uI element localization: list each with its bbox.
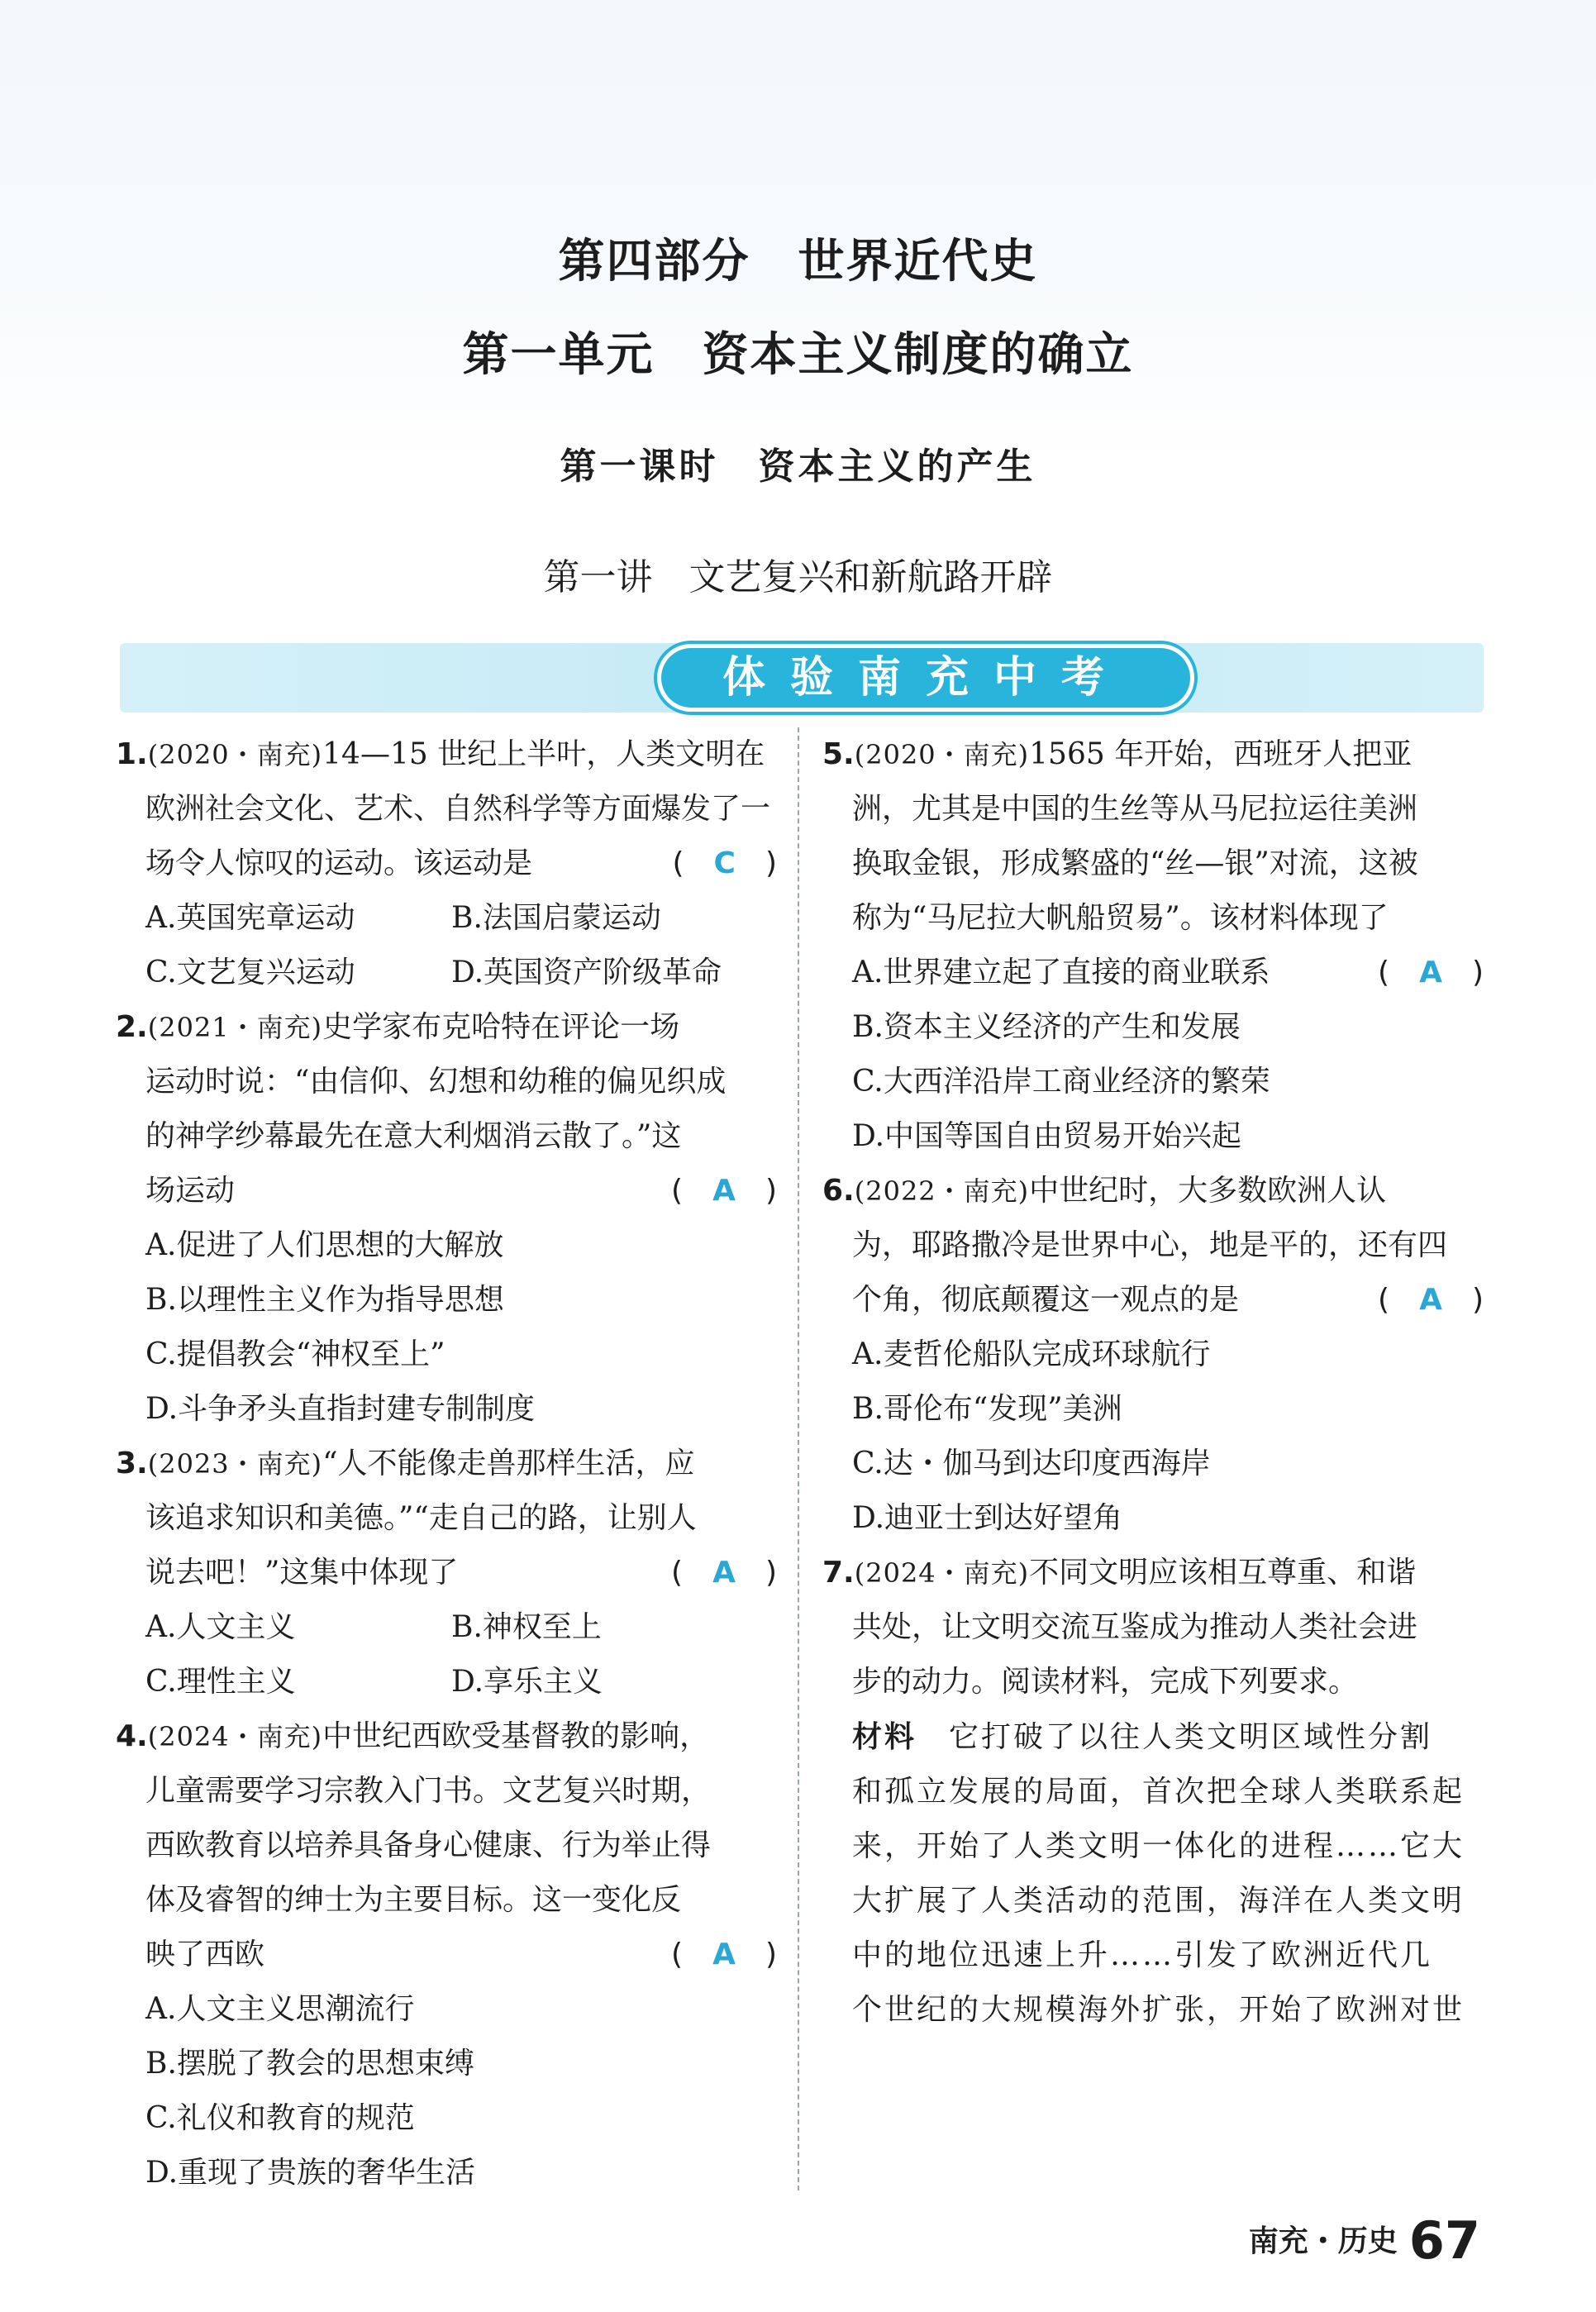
question-text-line [822,1218,1484,1273]
material-line [822,1983,1484,2038]
option-row [116,1600,777,1655]
question-text: 史学家布克哈特在评论一场 [322,1010,680,1044]
question-text: 称为“马尼拉大帆船贸易”。该材料体现了 [852,901,1389,935]
material-line [822,1819,1484,1874]
question-text-line [116,1000,777,1055]
right-column [822,727,1484,2038]
question-text: 洲，尤其是中国的生丝等从马尼拉运往美洲 [852,792,1418,826]
question-number: 1. [116,737,148,771]
option-row [116,891,777,946]
question-source: (2023・南充) [147,1448,323,1480]
answer-bracket: ( C ) [672,846,777,880]
page-footer [1248,2209,1480,2271]
question-text-line [822,1600,1484,1655]
lesson-title: 第一课时 资本主义的产生 [560,446,1036,488]
question-text: 欧洲社会文化、艺术、自然科学等方面爆发了一 [145,792,771,826]
question-source: (2024・南充) [147,1721,323,1752]
question-text-line [116,1437,777,1491]
question-text-line [116,1055,777,1109]
option: C.礼仪和教育的规范 [145,2101,415,2135]
question-text-line [116,1109,777,1164]
question-text: 个角，彻底颠覆这一观点的是 [852,1283,1240,1317]
material-line [822,1765,1484,1819]
question-text: 该追求知识和美德。”“走自己的路，让别人 [145,1501,697,1535]
answer-letter: A [712,1174,736,1208]
question [116,1709,777,2200]
answer-bracket: ( A ) [671,1938,777,1971]
question-text: 说去吧！”这集中体现了 [145,1556,459,1590]
question-source: (2022・南充) [854,1175,1030,1207]
question-text-line [822,727,1484,782]
option: B.法国启蒙运动 [451,901,661,935]
option: D.英国资产阶级革命 [451,956,722,989]
option: D.中国等国自由贸易开始兴起 [852,1119,1242,1153]
left-column [116,727,777,2200]
answer-letter: A [712,1556,736,1590]
page-number: 67 [1408,2210,1480,2271]
material-text: 中的地位迅速上升……引发了欧洲近代几 [852,1938,1433,1972]
option: D.享乐主义 [451,1665,603,1699]
question-text: 西欧教育以培养具备身心健康、行为举止得 [145,1828,712,1862]
question [116,727,777,1000]
material-label: 材料 [852,1719,917,1754]
question-text-line [116,1546,777,1600]
question-text: 14—15 世纪上半叶，人类文明在 [322,737,765,771]
option: D.迪亚士到达好望角 [852,1501,1123,1535]
question-text-line [822,1546,1484,1600]
material-text: 大扩展了人类活动的范围，海洋在人类文明 [852,1884,1465,1918]
section-banner-title: 体验南充中考 [661,648,1190,708]
question [116,1437,777,1709]
option-row [116,946,777,1000]
answer-letter: A [712,1938,736,1971]
question [116,1000,777,1437]
question-text: 映了西欧 [145,1938,265,1971]
answer-letter: A [1419,1283,1442,1317]
option: A.麦哲伦船队完成环球航行 [852,1337,1211,1371]
question-text-line [822,837,1484,891]
question-number: 7. [822,1556,855,1590]
question-text: 为，耶路撒冷是世界中心，地是平的，还有四 [852,1228,1448,1262]
material-line [822,1709,1484,1765]
question-text-line [116,1819,777,1873]
option: C.文艺复兴运动 [145,956,355,989]
option: C.达・伽马到达印度西海岸 [852,1447,1211,1480]
question [822,727,1484,1164]
option-row [116,1655,777,1709]
option: D.斗争矛头直指封建专制制度 [145,1392,536,1426]
column-divider [798,727,799,2190]
question-source: (2020・南充) [854,739,1030,770]
material-text: 和孤立发展的局面，首次把全球人类联系起 [852,1775,1465,1809]
question-text: 共处，让文明交流互鉴成为推动人类社会进 [852,1610,1418,1644]
question-text: 体及睿智的绅士为主要目标。这一变化反 [145,1883,682,1917]
answer-letter: C [713,846,736,880]
answer-letter: A [1419,956,1442,989]
option: B.哥伦布“发现”美洲 [852,1392,1122,1426]
material-text: 个世纪的大规模海外扩张，开始了欧洲对世 [852,1993,1465,2027]
lecture-title: 第一讲 文艺复兴和新航路开辟 [543,556,1053,598]
question-text-line [822,1273,1484,1328]
option: C.理性主义 [145,1665,296,1699]
question-number: 4. [116,1719,148,1753]
question-text-line [116,1164,777,1218]
question-number: 3. [116,1447,148,1480]
question-text-line [116,1873,777,1928]
question-text: 的神学纱幕最先在意大利烟消云散了。”这 [145,1119,682,1153]
option: B.神权至上 [451,1610,602,1644]
option: C.提倡教会“神权至上” [145,1337,445,1371]
question-text-line [116,837,777,891]
answer-bracket: ( A ) [1378,956,1484,989]
material-line [822,1928,1484,1983]
option: B.以理性主义作为指导思想 [145,1283,504,1317]
question [822,1546,1484,2038]
option: A.促进了人们思想的大解放 [145,1228,504,1262]
material-text: 来，开始了人类文明一体化的进程……它大 [852,1829,1465,1863]
question-text: 场运动 [145,1174,236,1208]
question-text: 中世纪时，大多数欧洲人认 [1029,1174,1387,1208]
question-text-line [116,727,777,782]
option: A.世界建立起了直接的商业联系 [852,956,1270,989]
unit-title: 第一单元 资本主义制度的确立 [462,327,1134,382]
option: C.大西洋沿岸工商业经济的繁荣 [852,1065,1270,1099]
option: A.人文主义思潮流行 [145,1992,415,2026]
question-text: 儿童需要学习宗教入门书。文艺复兴时期， [145,1774,712,1808]
question-number: 2. [116,1010,148,1044]
question-text: 1565 年开始，西班牙人把亚 [1029,737,1413,771]
question-text: 步的动力。阅读材料，完成下列要求。 [852,1665,1359,1699]
question-text: 运动时说：“由信仰、幻想和幼稚的偏见织成 [145,1065,727,1099]
answer-bracket: ( A ) [671,1174,777,1208]
question-text-line [116,1709,777,1764]
question-number: 5. [822,737,855,771]
option: A.人文主义 [145,1610,296,1644]
question-text-line [822,1164,1484,1218]
footer-label: 南充・历史 [1248,2224,1398,2258]
question-text-line [116,1928,777,1982]
answer-bracket: ( A ) [671,1556,777,1590]
answer-bracket: ( A ) [1378,1283,1484,1317]
part-title: 第四部分 世界近代史 [558,234,1038,288]
option: B.摆脱了教会的思想束缚 [145,2047,474,2081]
option: A.英国宪章运动 [145,901,355,935]
question-text: 不同文明应该相互尊重、和谐 [1029,1556,1417,1590]
question-text: 中世纪西欧受基督教的影响， [322,1719,710,1753]
question-text-line [822,891,1484,946]
question-text-line [116,1764,777,1819]
material-text: 它打破了以往人类文明区域性分割 [949,1720,1433,1754]
material-line [822,1874,1484,1928]
option: D.重现了贵族的奢华生活 [145,2156,476,2190]
question-number: 6. [822,1174,855,1208]
question-text-line [822,1655,1484,1709]
question-source: (2021・南充) [147,1012,323,1043]
question-source: (2020・南充) [147,739,323,770]
question-text-line [822,782,1484,837]
question [822,1164,1484,1546]
question-text: “人不能像走兽那样生活，应 [322,1447,695,1480]
question-text: 场令人惊叹的运动。该运动是 [145,846,533,880]
question-source: (2024・南充) [854,1557,1030,1589]
section-banner [120,643,1484,713]
question-text-line [116,1491,777,1546]
option: B.资本主义经济的产生和发展 [852,1010,1241,1044]
question-text-line [116,782,777,837]
question-text: 换取金银，形成繁盛的“丝—银”对流，这被 [852,846,1418,880]
